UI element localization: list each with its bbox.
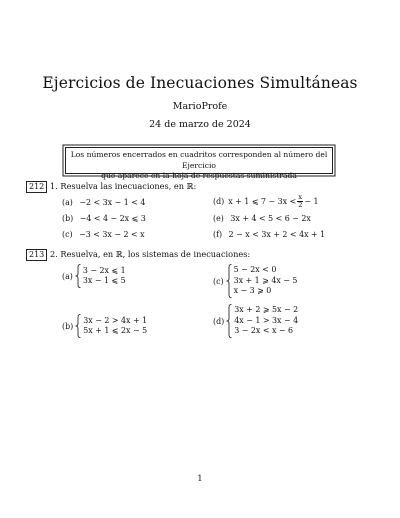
exercise-badge: 213 bbox=[26, 249, 47, 261]
fraction-numerator: x bbox=[298, 193, 303, 201]
fraction bbox=[297, 194, 303, 208]
fraction-denominator: 2 bbox=[298, 200, 303, 209]
system-line: 3x + 1 ⩾ 4x − 5 bbox=[233, 275, 298, 285]
question-1 bbox=[50, 181, 196, 191]
system-line: 3x + 2 ⩾ 5x − 2 bbox=[234, 305, 299, 315]
question-statement: Resuelva, en ℝ, los sistemas de inecuaciones: bbox=[60, 249, 251, 259]
item-expr: −4 < 4 − 2x ⩽ 3 bbox=[79, 214, 146, 223]
system-line: 5x + 1 ⩽ 2x − 5 bbox=[83, 326, 148, 335]
system-lines bbox=[83, 266, 126, 287]
page-title: Ejercicios de Inecuaciones Simultáneas bbox=[42, 74, 358, 92]
system-line: 4x − 1 > 3x − 4 bbox=[234, 315, 299, 325]
note-line-1: Los números encerrados en cuadritos corresponden al número del Ejercicio bbox=[70, 150, 328, 170]
item-label: (b) bbox=[62, 321, 74, 331]
system-line: x − 3 ⩾ 0 bbox=[233, 286, 272, 296]
left-brace-icon bbox=[226, 304, 232, 338]
left-brace-icon bbox=[75, 314, 81, 338]
author: MarioProfe bbox=[172, 101, 228, 112]
left-brace-icon bbox=[75, 264, 81, 288]
item-expr-pre: x + 1 ⩽ 7 − 3x < bbox=[228, 196, 297, 206]
item-label: (b) bbox=[62, 214, 74, 223]
note-box bbox=[65, 147, 333, 180]
system-lines bbox=[234, 265, 298, 297]
item-expr: 2 − x < 3x + 2 < 4x + 1 bbox=[228, 230, 326, 239]
system-line: 3 − 2x ⩽ 1 bbox=[82, 265, 126, 275]
item-expr: −2 < 3x − 1 < 4 bbox=[79, 198, 146, 207]
system-line: 5 − 2x < 0 bbox=[233, 265, 277, 275]
system-lines bbox=[83, 316, 147, 337]
item-label: (c) bbox=[62, 230, 73, 239]
item-label: (d) bbox=[213, 196, 225, 206]
system-lines bbox=[234, 305, 298, 337]
left-brace-icon bbox=[226, 264, 232, 298]
item-label: (a) bbox=[62, 271, 73, 281]
system-line: 3x − 2 > 4x + 1 bbox=[83, 315, 148, 325]
item-expr: 3x + 4 < 5 < 6 − 2x bbox=[230, 214, 311, 223]
page-number: 1 bbox=[197, 474, 203, 484]
item-1e bbox=[213, 214, 311, 223]
question-number: 2. bbox=[50, 249, 58, 259]
item-label: (c) bbox=[213, 276, 224, 286]
item-1c bbox=[62, 230, 145, 239]
item-label: (a) bbox=[62, 198, 73, 207]
system-2b bbox=[62, 314, 147, 338]
system-2c bbox=[213, 264, 297, 298]
exercise-badge: 212 bbox=[26, 181, 47, 193]
item-1a bbox=[62, 198, 145, 207]
item-label: (e) bbox=[213, 214, 224, 223]
system-2a bbox=[62, 264, 126, 288]
item-expr-post: − 1 bbox=[304, 196, 319, 206]
question-statement: Resuelva las inecuaciones, en ℝ: bbox=[60, 181, 197, 191]
question-2 bbox=[50, 249, 250, 259]
item-label: (f) bbox=[213, 230, 223, 239]
item-expr: −3 < 3x − 2 < x bbox=[79, 230, 145, 239]
item-label: (d) bbox=[213, 316, 225, 326]
item-1f bbox=[213, 230, 325, 239]
item-1b bbox=[62, 214, 146, 223]
question-number: 1. bbox=[50, 181, 58, 191]
system-2d bbox=[213, 304, 298, 338]
system-line: 3 − 2x < x − 6 bbox=[234, 326, 294, 336]
note-line-2: que aparece en la hoja de respuestas suministrada bbox=[101, 171, 297, 180]
system-line: 3x − 1 ⩽ 5 bbox=[82, 276, 126, 285]
date: 24 de marzo de 2024 bbox=[149, 119, 251, 130]
item-1d bbox=[213, 194, 318, 208]
